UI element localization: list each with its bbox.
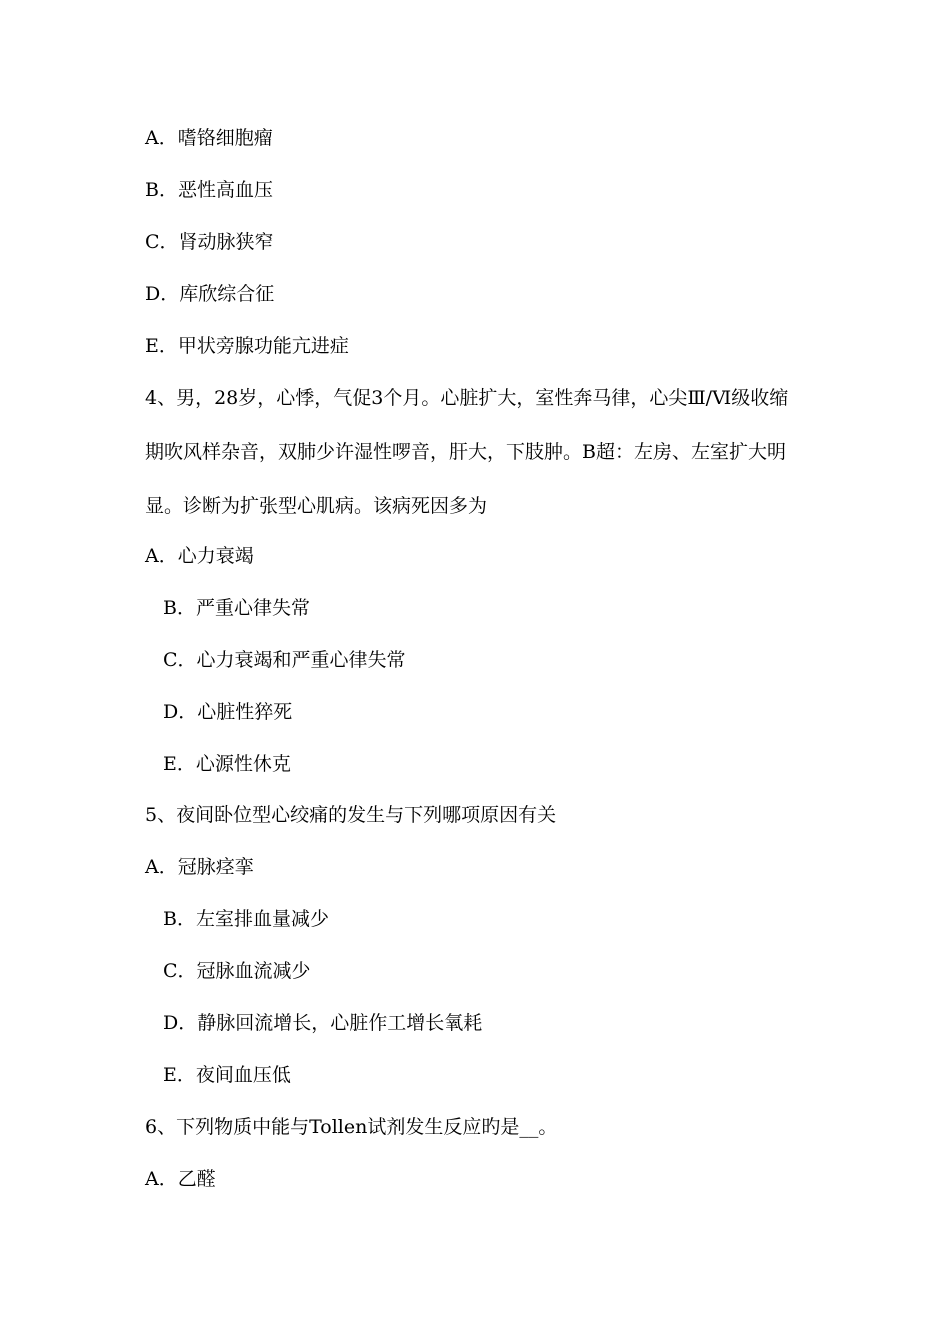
option-4a: A．心力衰竭 [145,545,254,567]
option-3b: B．恶性高血压 [145,179,273,201]
option-5e: E．夜间血压低 [163,1064,291,1086]
option-4c: C．心力衰竭和严重心律失常 [163,649,406,671]
question-4-line-3: 显。诊断为扩张型心肌病。该病死因多为 [145,495,488,517]
option-5b: B．左室排血量减少 [163,908,329,930]
option-5a: A．冠脉痉挛 [145,856,254,878]
question-5: 5、夜间卧位型心绞痛的发生与下列哪项原因有关 [145,804,557,826]
option-3c: C．肾动脉狭窄 [145,231,274,253]
question-4-line-1: 4、男，28岁，心悸，气促3个月。心脏扩大，室性奔马律，心尖Ⅲ/Ⅵ级收缩 [145,387,789,409]
option-4d: D．心脏性猝死 [163,701,293,723]
option-4b: B．严重心律失常 [163,597,310,619]
option-4e: E．心源性休克 [163,753,291,775]
option-3a: A．嗜铬细胞瘤 [145,127,273,149]
option-5c: C．冠脉血流减少 [163,960,311,982]
option-3d: D．库欣综合征 [145,283,275,305]
option-6a: A．乙醛 [145,1168,216,1190]
question-4-line-2: 期吹风样杂音，双肺少许湿性啰音，肝大，下肢肿。B超：左房、左室扩大明 [145,441,786,463]
option-5d: D．静脉回流增长，心脏作工增长氧耗 [163,1012,483,1034]
option-3e: E．甲状旁腺功能亢进症 [145,335,349,357]
question-6: 6、下列物质中能与Tollen试剂发生反应旳是__。 [145,1116,558,1138]
